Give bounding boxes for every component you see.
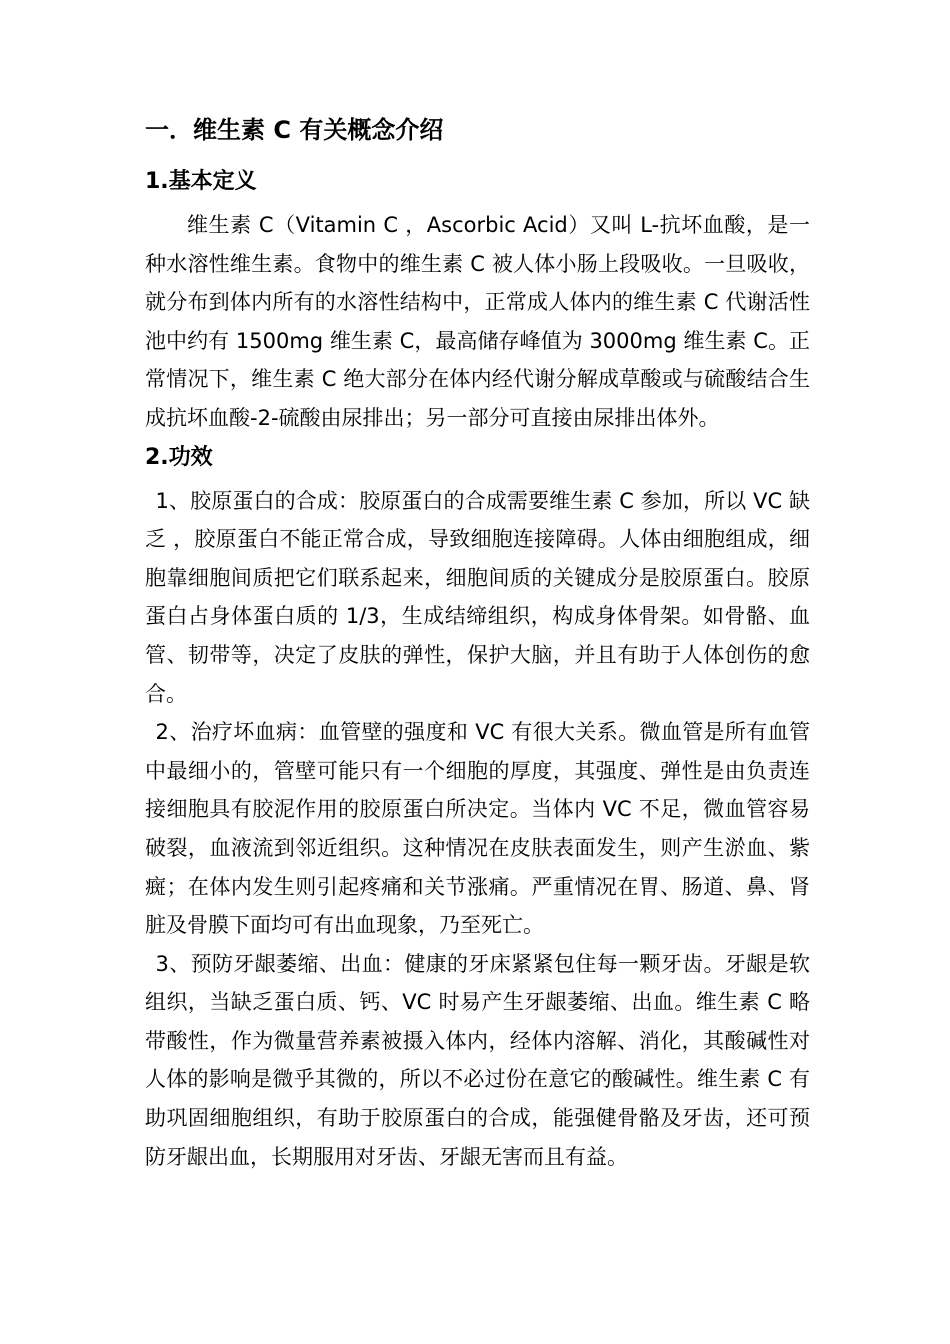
document-title: 一．维生素 C 有关概念介绍	[145, 116, 444, 144]
effect-item-scurvy: 2、治疗坏血病：血管壁的强度和 VC 有很大关系。微血管是所有血管中最细小的，管壁可能只有一个细胞的厚度，其强度、弹性是由负责连接细胞具有胶泥作用的胶原蛋白所决定。当体内 VC 不足，微血管容易破裂，血液流到邻近组织。这种情况在皮肤表面发生，则产生淤血、紫癍；在体内发生则引起疼痛和关节涨痛。严重情况在胃、肠道、鼻、肾脏及骨膜下面均可有出血现象，乃至死亡。	[145, 720, 810, 938]
definition-paragraph: 维生素 C（Vitamin C ，Ascorbic Acid）又叫 L-抗坏血酸，是一种水溶性维生素。食物中的维生素 C 被人体小肠上段吸收。一旦吸收，就分布到体内所有的水溶性结构中，正常成人体内的维生素 C 代谢活性池中约有 1500mg 维生素 C，最高储存峰值为 3000mg 维生素 C。正常情况下，维生素 C 绝大部分在体内经代谢分解成草酸或与硫酸结合生成抗坏血酸-2-硫酸由尿排出；另一部分可直接由尿排出体外。	[145, 213, 810, 430]
effect-item-gums: 3、预防牙龈萎缩、出血：健康的牙床紧紧包住每一颗牙齿。牙龈是软组织，当缺乏蛋白质、钙、VC 时易产生牙龈萎缩、出血。维生素 C 略带酸性，作为微量营养素被摄入体内，经体内溶解、消化，其酸碱性对人体的影响是微乎其微的，所以不必过份在意它的酸碱性。维生素 C 有助巩固细胞组织，有助于胶原蛋白的合成，能强健骨骼及牙齿，还可预防牙龈出血，长期服用对牙齿、牙龈无害而且有益。	[145, 951, 810, 1169]
effect-item-collagen: 1、胶原蛋白的合成：胶原蛋白的合成需要维生素 C 参加，所以 VC 缺乏 ，胶原蛋白不能正常合成，导致细胞连接障碍。人体由细胞组成，细胞靠细胞间质把它们联系起来，细胞间质的关键成分是胶原蛋白。胶原蛋白占身体蛋白质的 1/3，生成结缔组织，构成身体骨架。如骨骼、血管、韧带等，决定了皮肤的弹性，保护大脑，并且有助于人体创伤的愈合。	[145, 488, 810, 706]
section-heading-effects: 2.功效	[145, 444, 213, 470]
section-heading-basic-definition: 1.基本定义	[145, 169, 257, 194]
document-page	[145, 110, 810, 1176]
